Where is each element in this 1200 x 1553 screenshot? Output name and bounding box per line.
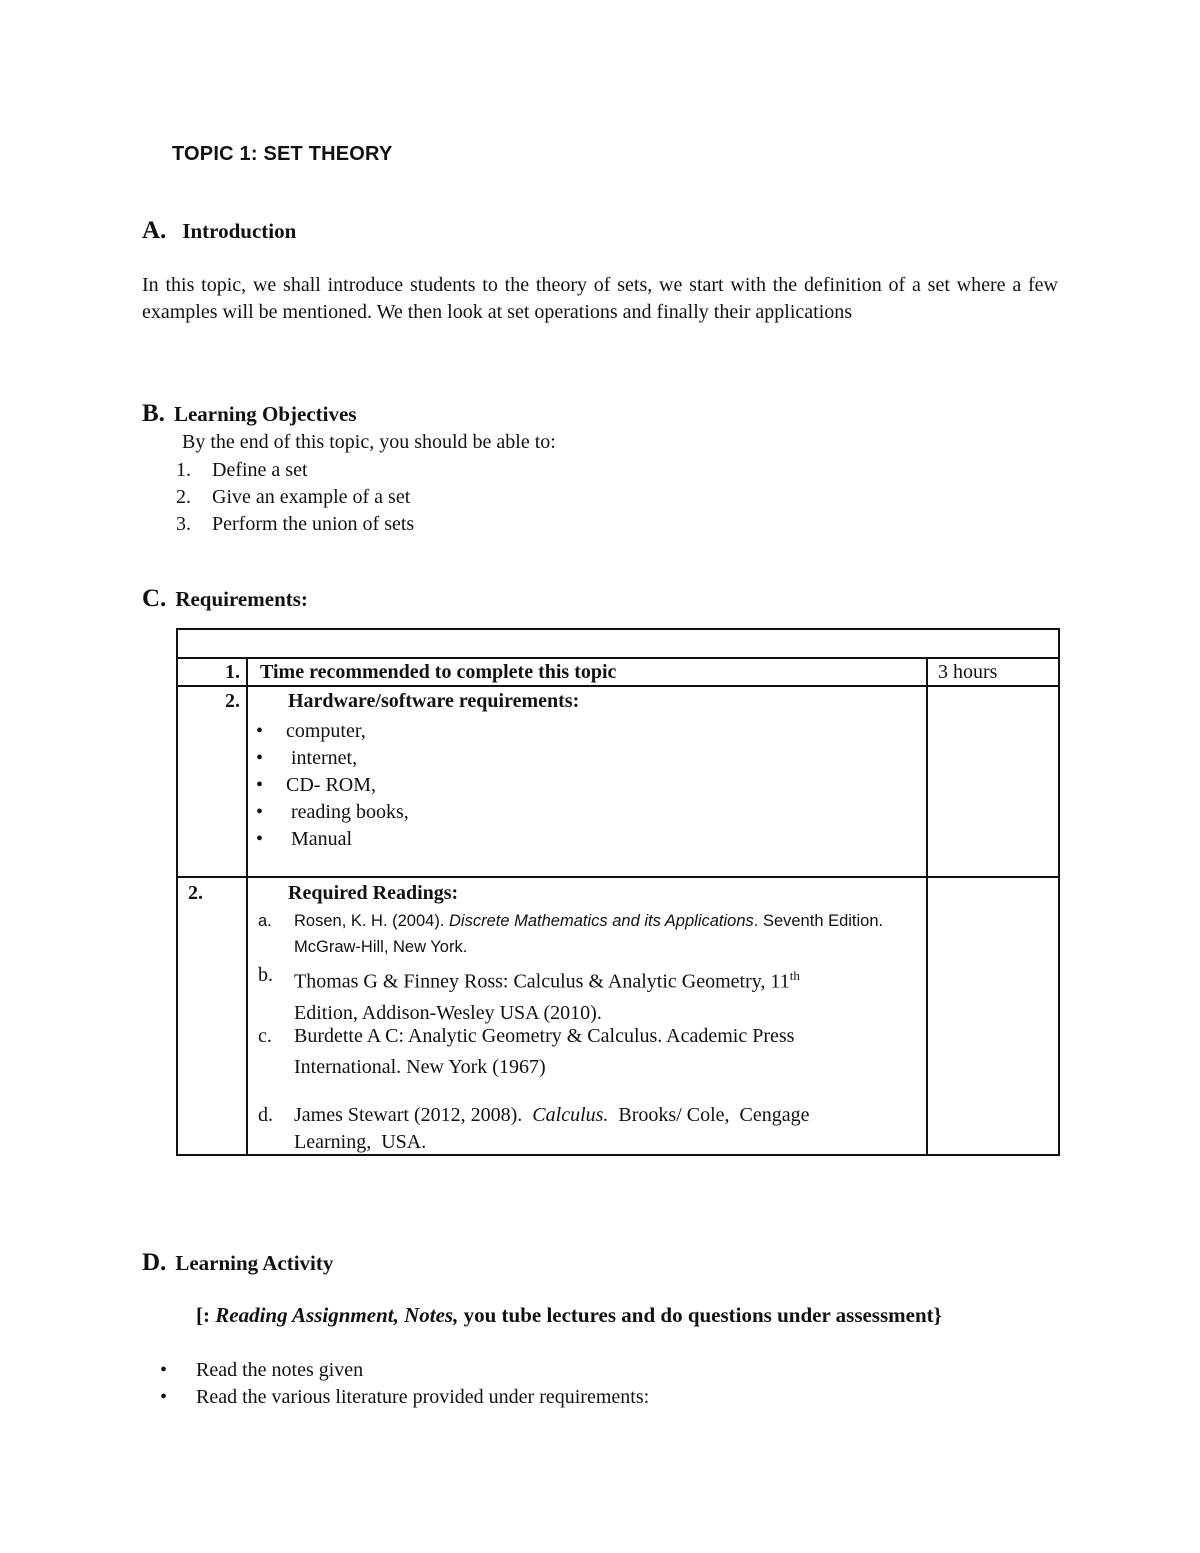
time-value: 3 hours xyxy=(938,661,998,683)
reading-rest: . Seventh Edition. McGraw-Hill, New York. xyxy=(294,912,884,956)
section-letter: B. xyxy=(142,400,165,427)
item-text: Give an example of a set xyxy=(212,486,411,508)
reading-line: Learning, USA. xyxy=(294,1131,427,1153)
row-number: 2. xyxy=(225,690,240,712)
section-title: Introduction xyxy=(182,219,297,243)
reading-mark: a. xyxy=(258,912,272,930)
list-item xyxy=(160,1384,649,1411)
item-number: 3. xyxy=(176,513,191,535)
section-letter: A. xyxy=(142,217,167,244)
reading-title: Discrete Mathematics and its Applications xyxy=(449,912,754,930)
list-item xyxy=(176,511,414,538)
section-title: Requirements: xyxy=(175,587,308,611)
item-text: Read the various literature provided under requirements: xyxy=(196,1386,650,1408)
section-heading-requirements xyxy=(142,585,308,613)
list-item xyxy=(176,484,414,511)
requirements-table xyxy=(176,628,1060,1156)
readings-label: Required Readings: xyxy=(288,882,459,904)
reading-author: James Stewart (2012, 2008). xyxy=(294,1104,533,1126)
bullet-icon: • xyxy=(256,720,264,742)
reading-text xyxy=(294,908,894,960)
section-heading-activity xyxy=(142,1249,333,1277)
section-title: Learning Objectives xyxy=(173,402,357,426)
bullet-icon: • xyxy=(256,774,264,796)
item-text: internet, xyxy=(286,747,358,769)
item-text: reading books, xyxy=(286,801,409,823)
section-letter: D. xyxy=(142,1249,167,1276)
time-label: Time recommended to complete this topic xyxy=(260,661,617,683)
item-text: Read the notes given xyxy=(196,1359,364,1381)
reading-text xyxy=(294,1102,894,1156)
table-rule xyxy=(246,657,248,1154)
topic-title: TOPIC 1: SET THEORY xyxy=(172,143,393,165)
objectives-list xyxy=(176,457,414,538)
reading-author: Rosen, K. H. (2004). xyxy=(294,912,449,930)
item-text: Manual xyxy=(286,828,353,850)
reading-line: International. New York (1967) xyxy=(294,1056,546,1078)
activity-list xyxy=(160,1357,649,1411)
item-number: 1. xyxy=(176,459,191,481)
activity-summary xyxy=(196,1303,942,1328)
list-item xyxy=(256,799,409,826)
table-rule xyxy=(926,657,928,1154)
bullet-icon: • xyxy=(160,1359,168,1381)
reading-title: Calculus. xyxy=(532,1104,609,1126)
reading-mark: d. xyxy=(258,1104,273,1126)
section-heading-introduction xyxy=(142,217,296,245)
bullet-icon: • xyxy=(160,1386,168,1408)
list-item xyxy=(256,745,409,772)
reading-line: Edition, Addison-Wesley USA (2010). xyxy=(294,1001,602,1024)
list-item xyxy=(160,1357,649,1384)
item-text: Define a set xyxy=(212,459,308,481)
activity-open: [: xyxy=(196,1303,216,1327)
section-title: Learning Activity xyxy=(175,1251,334,1275)
item-text: Perform the union of sets xyxy=(212,513,415,535)
list-item xyxy=(176,457,414,484)
item-number: 2. xyxy=(176,486,191,508)
hardware-label: Hardware/software requirements: xyxy=(288,690,580,712)
activity-italic: Reading Assignment, Notes, xyxy=(215,1303,459,1327)
reading-mark: b. xyxy=(258,964,273,986)
hardware-list xyxy=(256,718,409,853)
objectives-lead: By the end of this topic, you should be able to: xyxy=(182,431,556,453)
row-number: 1. xyxy=(225,661,240,683)
reading-line: Thomas G & Finney Ross: Calculus & Analytic Geometry, 11 xyxy=(294,970,790,993)
item-text: CD- ROM, xyxy=(286,774,377,796)
reading-text xyxy=(294,1021,894,1083)
list-item xyxy=(256,718,409,745)
bullet-icon: • xyxy=(256,828,264,850)
section-letter: C. xyxy=(142,585,167,612)
bullet-icon: • xyxy=(256,747,264,769)
activity-rest: you tube lectures and do questions under assessment} xyxy=(458,1303,942,1327)
item-text: computer, xyxy=(286,720,366,742)
list-item xyxy=(256,826,409,853)
reading-line: Burdette A C: Analytic Geometry & Calculus. Academic Press xyxy=(294,1025,795,1047)
list-item xyxy=(256,772,409,799)
section-heading-objectives xyxy=(142,400,357,428)
reading-mark: c. xyxy=(258,1025,272,1047)
bullet-icon: • xyxy=(256,801,264,823)
reading-superscript: th xyxy=(789,968,800,983)
introduction-paragraph: In this topic, we shall introduce students to the theory of sets, we start with the definition of a set where a few examples will be mentioned. We then look at set operations and finally their applications xyxy=(142,274,1058,323)
reading-rest: Brooks/ Cole, Cengage xyxy=(608,1104,810,1126)
reading-text xyxy=(294,960,894,1029)
row-number: 2. xyxy=(188,882,203,904)
